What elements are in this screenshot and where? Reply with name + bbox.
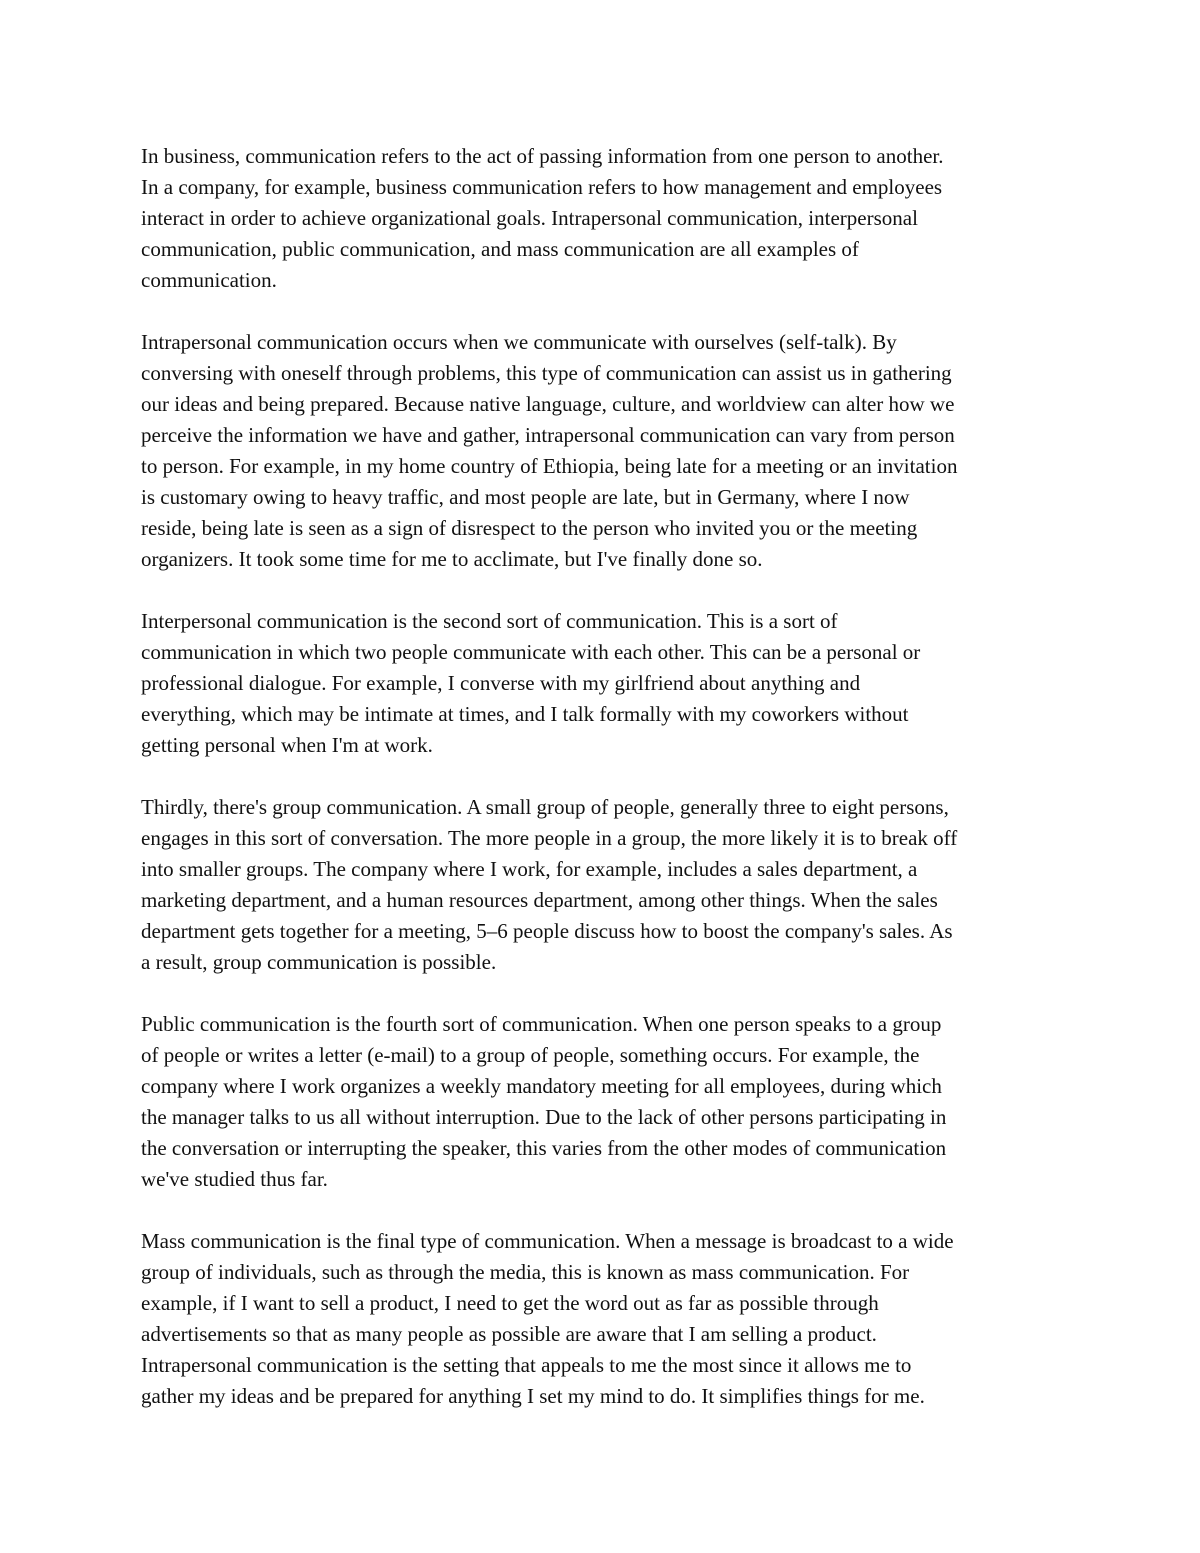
text-line: communication, public communication, and mass communication are all examples of	[141, 237, 859, 261]
text-line: interact in order to achieve organizational goals. Intrapersonal communication, interpersonal	[141, 206, 918, 230]
paragraph-business-communication	[141, 141, 1071, 296]
text-line: Intrapersonal communication is the setting that appeals to me the most since it allows me to	[141, 1353, 912, 1377]
text-line: getting personal when I'm at work.	[141, 733, 433, 757]
text-line: perceive the information we have and gather, intrapersonal communication can vary from person	[141, 423, 955, 447]
text-line: department gets together for a meeting, 5–6 people discuss how to boost the company's sales. As	[141, 919, 953, 943]
text-line: we've studied thus far.	[141, 1167, 328, 1191]
text-line: the manager talks to us all without interruption. Due to the lack of other persons participating in	[141, 1105, 947, 1129]
text-line: Interpersonal communication is the second sort of communication. This is a sort of	[141, 609, 838, 633]
text-line: a result, group communication is possible.	[141, 950, 497, 974]
paragraph-public	[141, 1009, 1071, 1195]
text-line: our ideas and being prepared. Because native language, culture, and worldview can alter how we	[141, 392, 955, 416]
text-line: communication.	[141, 268, 277, 292]
text-line: organizers. It took some time for me to acclimate, but I've finally done so.	[141, 547, 763, 571]
text-line: Thirdly, there's group communication. A small group of people, generally three to eight persons,	[141, 795, 949, 819]
paragraph-intrapersonal	[141, 327, 1071, 575]
paragraph-mass	[141, 1226, 1071, 1412]
text-line: example, if I want to sell a product, I need to get the word out as far as possible through	[141, 1291, 879, 1315]
text-line: Intrapersonal communication occurs when we communicate with ourselves (self-talk). By	[141, 330, 897, 354]
text-line: engages in this sort of conversation. The more people in a group, the more likely it is to break off	[141, 826, 958, 850]
text-line: In business, communication refers to the act of passing information from one person to another.	[141, 144, 944, 168]
paragraph-group	[141, 792, 1071, 978]
text-line: In a company, for example, business communication refers to how management and employees	[141, 175, 943, 199]
text-line: company where I work organizes a weekly mandatory meeting for all employees, during which	[141, 1074, 942, 1098]
text-line: advertisements so that as many people as possible are aware that I am selling a product.	[141, 1322, 877, 1346]
text-line: conversing with oneself through problems, this type of communication can assist us in gathering	[141, 361, 952, 385]
text-line: gather my ideas and be prepared for anything I set my mind to do. It simplifies things for me.	[141, 1384, 925, 1408]
text-line: to person. For example, in my home country of Ethiopia, being late for a meeting or an invitation	[141, 454, 958, 478]
text-line: Mass communication is the final type of communication. When a message is broadcast to a wide	[141, 1229, 954, 1253]
text-line: communication in which two people communicate with each other. This can be a personal or	[141, 640, 921, 664]
text-line: of people or writes a letter (e-mail) to a group of people, something occurs. For example, the	[141, 1043, 920, 1067]
text-line: into smaller groups. The company where I work, for example, includes a sales department, a	[141, 857, 918, 881]
text-line: marketing department, and a human resources department, among other things. When the sales	[141, 888, 938, 912]
document-body	[141, 141, 1071, 1412]
text-line: everything, which may be intimate at times, and I talk formally with my coworkers without	[141, 702, 909, 726]
paragraph-interpersonal	[141, 606, 1071, 761]
text-line: is customary owing to heavy traffic, and most people are late, but in Germany, where I now	[141, 485, 910, 509]
text-line: reside, being late is seen as a sign of disrespect to the person who invited you or the meeting	[141, 516, 918, 540]
text-line: group of individuals, such as through the media, this is known as mass communication. For	[141, 1260, 910, 1284]
text-line: Public communication is the fourth sort of communication. When one person speaks to a group	[141, 1012, 942, 1036]
text-line: professional dialogue. For example, I converse with my girlfriend about anything and	[141, 671, 861, 695]
text-line: the conversation or interrupting the speaker, this varies from the other modes of communication	[141, 1136, 947, 1160]
